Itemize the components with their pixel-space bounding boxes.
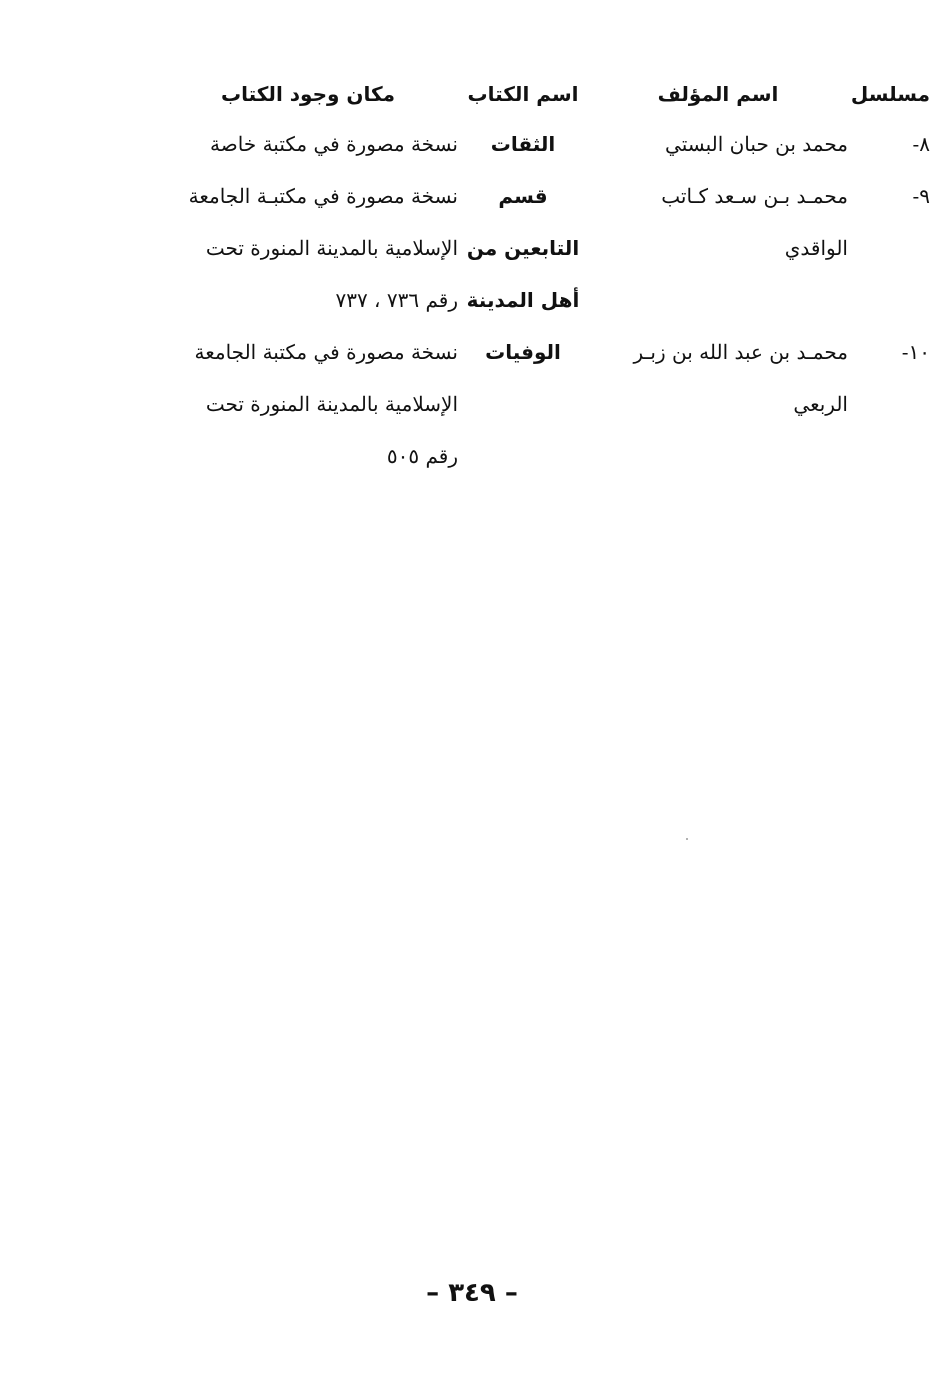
table-row — [150, 326, 930, 482]
header-author: اسم المؤلف — [657, 82, 779, 106]
row-serial: ١٠- — [901, 340, 930, 364]
place-line: الإسلامية بالمدينة المنورة تحت — [205, 392, 458, 416]
header-place: مكان وجود الكتاب — [221, 82, 395, 106]
books-table — [150, 70, 930, 482]
author-line: الواقدي — [784, 236, 848, 260]
row-author — [588, 326, 848, 430]
title-line: التابعين من — [466, 236, 580, 260]
row-place — [158, 118, 458, 170]
row-place — [158, 170, 458, 326]
row-title — [458, 326, 588, 378]
table-header-row — [150, 70, 930, 118]
place-line: الإسلامية بالمدينة المنورة تحت — [205, 236, 458, 260]
header-title: اسم الكتاب — [467, 82, 579, 106]
row-place — [158, 326, 458, 482]
author-line: الربعي — [793, 392, 848, 416]
author-line: محمـد بن عبد الله بن زبـر — [633, 340, 848, 364]
title-line: قسم — [498, 184, 548, 208]
place-line: نسخة مصورة في مكتبة الجامعة — [194, 340, 458, 364]
author-line: محمـد بـن سـعد كـاتب — [661, 184, 848, 208]
place-line: رقم ٥٠٥ — [386, 444, 458, 468]
place-line: نسخة مصورة في مكتبة خاصة — [210, 132, 458, 156]
table-row — [150, 118, 930, 170]
title-line: الوفيات — [485, 340, 561, 364]
row-title — [458, 170, 588, 326]
place-line: نسخة مصورة في مكتبـة الجامعة — [188, 184, 458, 208]
header-serial: مسلسل — [850, 82, 930, 106]
table-row — [150, 170, 930, 326]
row-title — [458, 118, 588, 170]
author-line: محمد بن حبان البستي — [665, 132, 848, 156]
row-serial: ٩- — [912, 184, 930, 208]
title-line: الثقات — [490, 132, 556, 156]
row-author — [588, 118, 848, 170]
title-line: أهل المدينة — [466, 288, 580, 312]
row-author — [588, 170, 848, 274]
place-line: رقم ٧٣٦ ، ٧٣٧ — [335, 288, 458, 312]
page-number: – ٣٤٩ – — [426, 1278, 518, 1308]
row-serial: ٨- — [912, 132, 930, 156]
scan-speck — [686, 838, 688, 840]
